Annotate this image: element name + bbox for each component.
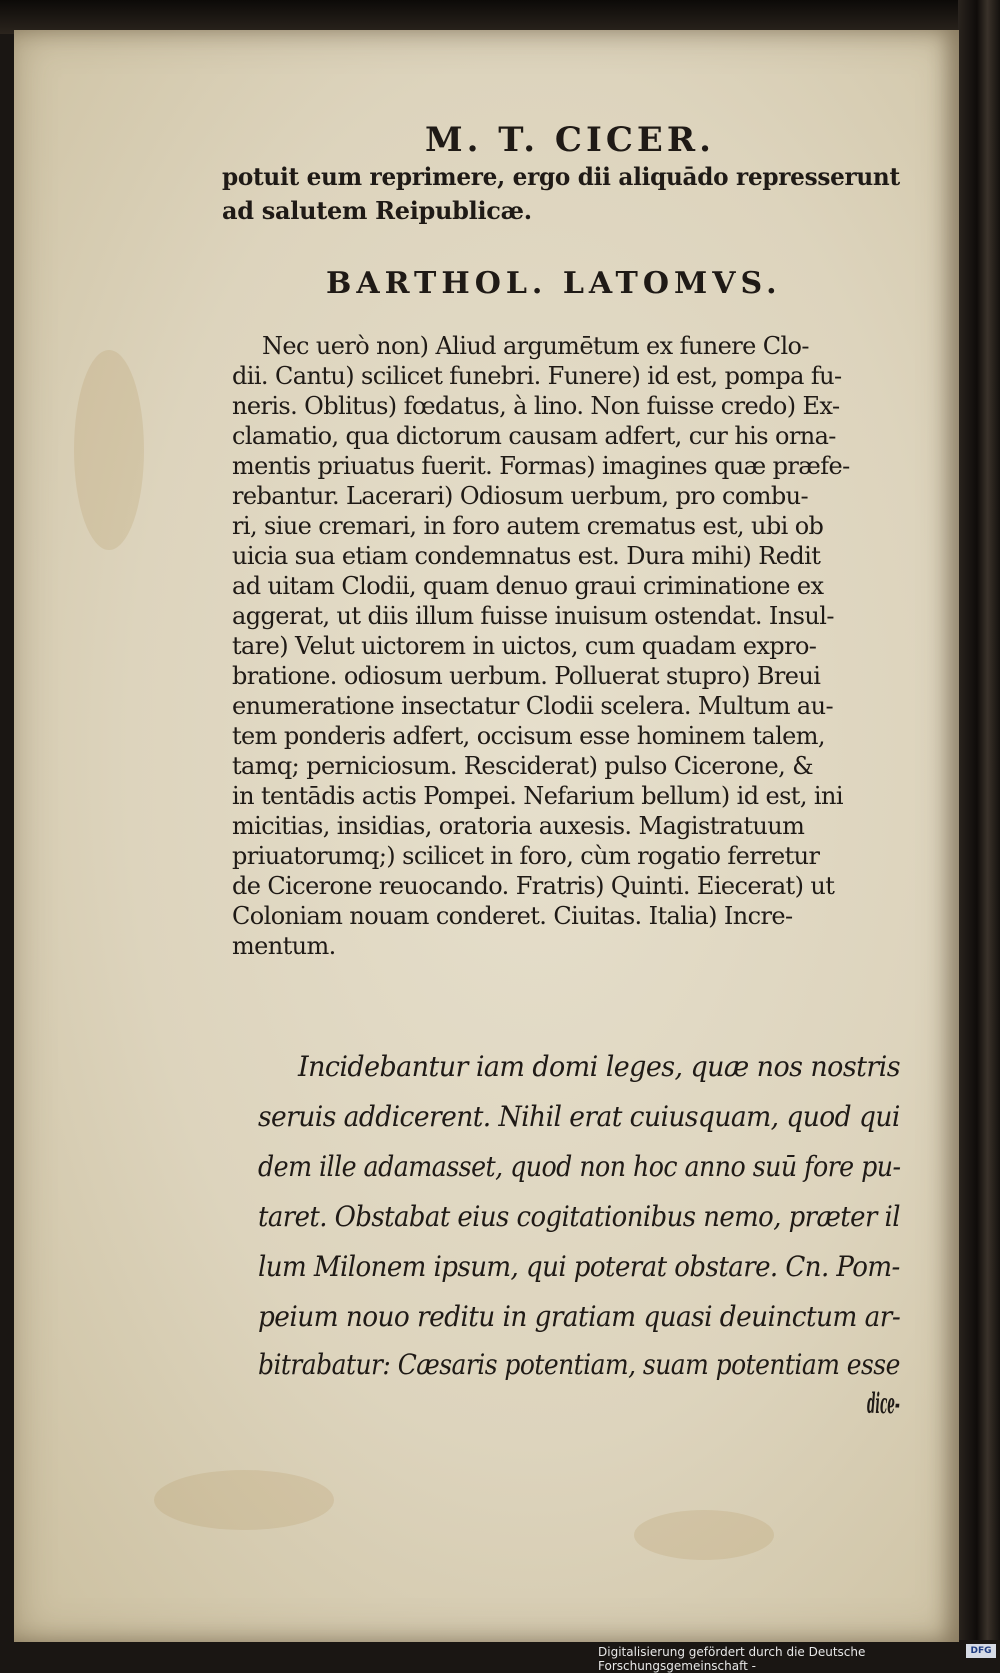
text-line: lum Milonem ipsum, qui poterat obstare. Cn. Pom- bbox=[258, 1250, 900, 1283]
page-stain bbox=[634, 1510, 774, 1560]
text-line: ad uitam Clodii, quam denuo graui criminatione ex bbox=[232, 572, 824, 600]
text-line: Incidebantur iam domi leges, quæ nos nostris bbox=[298, 1050, 900, 1083]
text-line: potuit eum reprimere, ergo dii aliquādo represserunt bbox=[222, 162, 900, 191]
text-line: rebantur. Lacerari) Odiosum uerbum, pro combu- bbox=[232, 482, 808, 510]
book-binding-edge bbox=[958, 0, 1000, 1640]
text-line: Nec uerò non) Aliud argumētum ex funere Clo- bbox=[262, 332, 809, 360]
text-line: taret. Obstabat eius cogitationibus nemo, præter il bbox=[258, 1200, 900, 1233]
running-head: M. T. CICER. bbox=[425, 120, 715, 160]
text-line: enumeratione insectatur Clodii scelera. Multum au- bbox=[232, 692, 833, 720]
text-line: bitrabatur: Cæsaris potentiam, suam potentiam esse bbox=[258, 1348, 900, 1381]
text-line: peium nouo reditu in gratiam quasi deuinctum ar- bbox=[258, 1300, 901, 1333]
text-line: micitias, insidias, oratoria auxesis. Magistratuum bbox=[232, 812, 805, 840]
text-line: aggerat, ut diis illum fuisse inuisum ostendat. Insul- bbox=[232, 602, 834, 630]
page-stain bbox=[74, 350, 144, 550]
text-line: neris. Oblitus) fœdatus, à lino. Non fuisse credo) Ex- bbox=[232, 392, 840, 420]
page-stain bbox=[154, 1470, 334, 1530]
text-line: ri, siue cremari, in foro autem crematus est, ubi ob bbox=[232, 512, 824, 540]
dfg-logo-icon: DFG bbox=[966, 1644, 996, 1658]
section-heading: BARTHOL. LATOMVS. bbox=[326, 266, 782, 301]
text-line: in tentādis actis Pompei. Nefarium bellum) id est, ini bbox=[232, 782, 843, 810]
scan-top-edge bbox=[0, 0, 1000, 34]
text-line: ad salutem Reipublicæ. bbox=[222, 196, 532, 225]
text-line: uicia sua etiam condemnatus est. Dura mihi) Redit bbox=[232, 542, 821, 570]
text-line: mentum. bbox=[232, 932, 336, 960]
text-line: bratione. odiosum uerbum. Polluerat stupro) Breui bbox=[232, 662, 821, 690]
text-line: de Cicerone reuocando. Fratris) Quinti. Eiecerat) ut bbox=[232, 872, 835, 900]
text-line: clamatio, qua dictorum causam adfert, cur his orna- bbox=[232, 422, 836, 450]
catchword: dice- bbox=[867, 1387, 900, 1420]
text-line: tare) Velut uictorem in uictos, cum quadam expro- bbox=[232, 632, 817, 660]
text-line: dem ille adamasset, quod non hoc anno suū fore pu- bbox=[258, 1150, 901, 1183]
text-line: seruis addicerent. Nihil erat cuiusquam, quod qui bbox=[258, 1100, 900, 1133]
text-line: dii. Cantu) scilicet funebri. Funere) id est, pompa fu- bbox=[232, 362, 842, 390]
digitization-credit: Digitalisierung gefördert durch die Deutsche Forschungsgemeinschaft - bbox=[598, 1645, 866, 1673]
text-line: Coloniam nouam conderet. Ciuitas. Italia) Incre- bbox=[232, 902, 793, 930]
text-line: priuatorumq;) scilicet in foro, cùm rogatio ferretur bbox=[232, 842, 820, 870]
text-line: tamq; perniciosum. Resciderat) pulso Cicerone, & bbox=[232, 752, 813, 780]
text-line: mentis priuatus fuerit. Formas) imagines quæ præfe- bbox=[232, 452, 850, 480]
text-line: tem ponderis adfert, occisum esse hominem talem, bbox=[232, 722, 825, 750]
